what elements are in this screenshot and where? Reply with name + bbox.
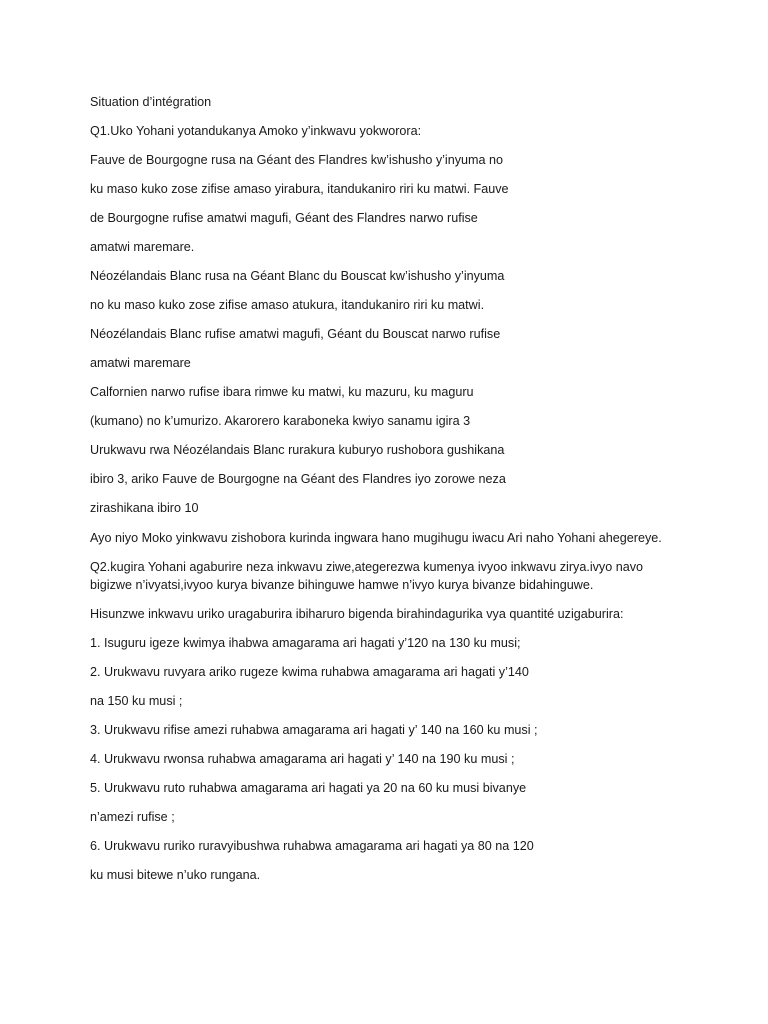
list-item: 5. Urukwavu ruto ruhabwa amagarama ari hagati ya 20 na 60 ku musi bivanye xyxy=(90,781,527,795)
list-item-continuation: n’amezi rufise ; xyxy=(90,810,175,824)
list-item-continuation: na 150 ku musi ; xyxy=(90,694,183,708)
question-2-heading: Q2.kugira Yohani agaburire neza inkwavu ziwe,ategerezwa kumenya ivyoo inkwavu zirya.ivyo navo xyxy=(90,560,644,574)
paragraph-line: bigizwe n’ivyatsi,ivyoo kurya bivanze bihinguwe hamwe n’ivyo kurya bivanze bidahinguwe. xyxy=(90,578,594,592)
paragraph-line: Fauve de Bourgogne rusa na Géant des Flandres kw’ishusho y’inyuma no xyxy=(90,153,504,167)
paragraph-line: Néozélandais Blanc rusa na Géant Blanc du Bouscat kw’ishusho y’inyuma xyxy=(90,269,505,283)
list-item-continuation: ku musi bitewe n’uko rungana. xyxy=(90,868,261,882)
paragraph-line: zirashikana ibiro 10 xyxy=(90,501,199,515)
paragraph-line: (kumano) no k’umurizo. Akarorero karaboneka kwiyo sanamu igira 3 xyxy=(90,414,471,428)
question-1-heading: Q1.Uko Yohani yotandukanya Amoko y’inkwavu yokworora: xyxy=(90,124,422,138)
paragraph-line: amatwi maremare xyxy=(90,356,191,370)
list-item: 6. Urukwavu ruriko ruravyibushwa ruhabwa amagarama ari hagati ya 80 na 120 xyxy=(90,839,534,853)
paragraph-line: Calfornien narwo rufise ibara rimwe ku matwi, ku mazuru, ku maguru xyxy=(90,385,474,399)
paragraph-line: Ayo niyo Moko yinkwavu zishobora kurinda ingwara hano mugihugu iwacu Ari naho Yohani ahegereye. xyxy=(90,531,662,545)
list-item: 4. Urukwavu rwonsa ruhabwa amagarama ari hagati y’ 140 na 190 ku musi ; xyxy=(90,752,515,766)
paragraph-line: ku maso kuko zose zifise amaso yirabura, itandukaniro riri ku matwi. Fauve xyxy=(90,182,509,196)
paragraph-line: no ku maso kuko zose zifise amaso atukura, itandukaniro riri ku matwi. xyxy=(90,298,485,312)
paragraph-line: Urukwavu rwa Néozélandais Blanc rurakura kuburyo rushobora gushikana xyxy=(90,443,505,457)
list-item: 3. Urukwavu rifise amezi ruhabwa amagarama ari hagati y’ 140 na 160 ku musi ; xyxy=(90,723,538,737)
document-heading: Situation d’intégration xyxy=(90,95,212,109)
paragraph-line: ibiro 3, ariko Fauve de Bourgogne na Géant des Flandres iyo zorowe neza xyxy=(90,472,506,486)
list-item: 2. Urukwavu ruvyara ariko rugeze kwima ruhabwa amagarama ari hagati y’140 xyxy=(90,665,529,679)
list-item: 1. Isuguru igeze kwimya ihabwa amagarama ari hagati y’120 na 130 ku musi; xyxy=(90,636,521,650)
paragraph-line: Hisunzwe inkwavu uriko uragaburira ibiharuro bigenda birahindagurika vya quantité uzigaburira: xyxy=(90,607,624,621)
paragraph-line: amatwi maremare. xyxy=(90,240,195,254)
paragraph-line: Néozélandais Blanc rufise amatwi magufi, Géant du Bouscat narwo rufise xyxy=(90,327,501,341)
paragraph-line: de Bourgogne rufise amatwi magufi, Géant des Flandres narwo rufise xyxy=(90,211,478,225)
